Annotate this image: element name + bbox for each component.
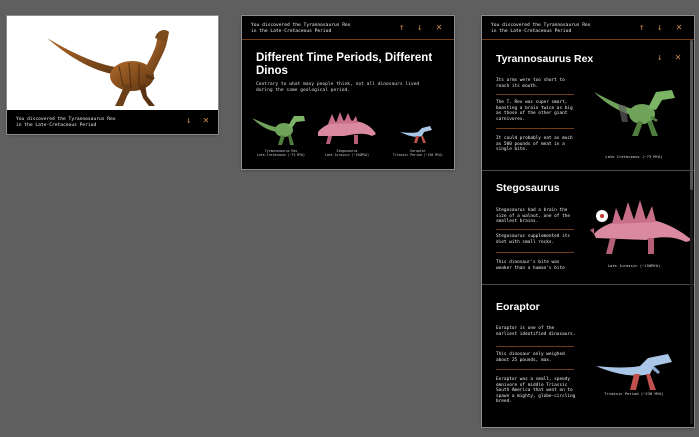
tyrannosaurus-illustration bbox=[592, 76, 678, 138]
scrollbar-thumb[interactable] bbox=[690, 40, 693, 190]
tyrannosaurus-caption: Tyrannosaurus Rex Late-Cretaceous (~73 MYA) bbox=[257, 149, 305, 157]
section-title: Stegosaurus bbox=[496, 182, 560, 194]
close-icon[interactable]: ✕ bbox=[675, 52, 682, 63]
section-divider bbox=[482, 284, 694, 285]
section-divider bbox=[482, 170, 694, 171]
section-title: Tyrannosaurus Rex bbox=[496, 53, 594, 65]
fact-text: This dinosaur's bite was weaker than a human's bite bbox=[496, 260, 565, 271]
arrow-down-icon[interactable]: ↓ bbox=[417, 23, 423, 33]
period-label: Late Cretaceous (~73 MYA) bbox=[605, 154, 663, 159]
fact-text: This dinosaur only weighed about 25 pounds, max. bbox=[496, 352, 565, 363]
fact-text: It could probably eat as much as 500 pounds of meat in a single bite. bbox=[496, 136, 573, 153]
discovery-message: You discovered the Tyrannosaurus Rex in the Late-Cretaceous Period bbox=[251, 23, 351, 34]
fact-text: Eoraptor was a small, speedy omnivore of middle Triassic South America that went on to spawn a mighty, globe-circling breed. bbox=[496, 377, 576, 405]
fact-text: Stegosaurus supplemented its diet with small rocks. bbox=[496, 234, 571, 245]
tyrannosaurus-thumbnail bbox=[250, 108, 308, 146]
fact-divider bbox=[496, 252, 574, 253]
notification-card-medium bbox=[242, 16, 454, 169]
stegosaurus-thumbnail bbox=[314, 108, 380, 146]
arrow-up-icon[interactable]: ↑ bbox=[399, 23, 405, 33]
fact-text: The T. Rex was super smart, boasting a brain twice as big as those of the other giant carnivores. bbox=[496, 100, 573, 122]
tyrannosaurus-illustration bbox=[7, 16, 218, 110]
header-divider bbox=[242, 39, 454, 40]
eoraptor-caption: Eoraptor Triassic Period (~230 MYA) bbox=[393, 149, 443, 157]
stegosaurus-illustration bbox=[590, 194, 694, 258]
eoraptor-thumbnail bbox=[398, 122, 436, 144]
arrow-down-icon[interactable]: ↓ bbox=[657, 53, 663, 63]
discovery-message: You discovered the Tyrannosaurus Rex in the Late-Cretaceous Period bbox=[16, 117, 116, 128]
card-title: Different Time Periods, Different Dinos bbox=[256, 52, 433, 77]
fact-divider bbox=[496, 369, 574, 370]
period-label: Triassic Period (~230 MYA) bbox=[604, 391, 664, 396]
fact-text: Its arms were too short to reach its mouth. bbox=[496, 78, 565, 89]
discovery-message: You discovered the Tyrannosaurus Rex in the Late-Cretaceous Period bbox=[491, 23, 591, 34]
notification-card-expanded bbox=[482, 16, 694, 427]
eoraptor-illustration bbox=[594, 342, 688, 394]
period-label: Late Jurassic (~150MYA) bbox=[607, 263, 661, 268]
fact-text: Stegosaurus had a brain the size of a walnut, one of the smallest brains. bbox=[496, 208, 571, 225]
fact-text: Eoraptor is one of the earliest identified dinosaurs. bbox=[496, 326, 576, 337]
notification-bar bbox=[7, 110, 218, 134]
close-icon[interactable]: ✕ bbox=[676, 22, 683, 33]
fact-divider bbox=[496, 229, 574, 230]
close-icon[interactable]: ✕ bbox=[203, 115, 210, 126]
arrow-down-icon[interactable]: ↓ bbox=[186, 116, 192, 126]
arrow-up-icon[interactable]: ↑ bbox=[639, 23, 645, 33]
fact-divider bbox=[496, 128, 574, 129]
header-divider bbox=[482, 39, 694, 40]
close-icon[interactable]: ✕ bbox=[436, 22, 443, 33]
arrow-down-icon[interactable]: ↓ bbox=[657, 23, 663, 33]
dinosaur-image bbox=[7, 16, 218, 110]
fact-divider bbox=[496, 94, 574, 95]
notification-card-small bbox=[7, 16, 218, 134]
fact-divider bbox=[496, 346, 574, 347]
section-title: Eoraptor bbox=[496, 301, 540, 313]
stegosaurus-caption: Stegosaurus Late Jurassic (~150MYA) bbox=[324, 149, 370, 157]
card-subtitle: Contrary to what many people think, not all dinosaurs lived during the same geological period. bbox=[256, 82, 420, 93]
